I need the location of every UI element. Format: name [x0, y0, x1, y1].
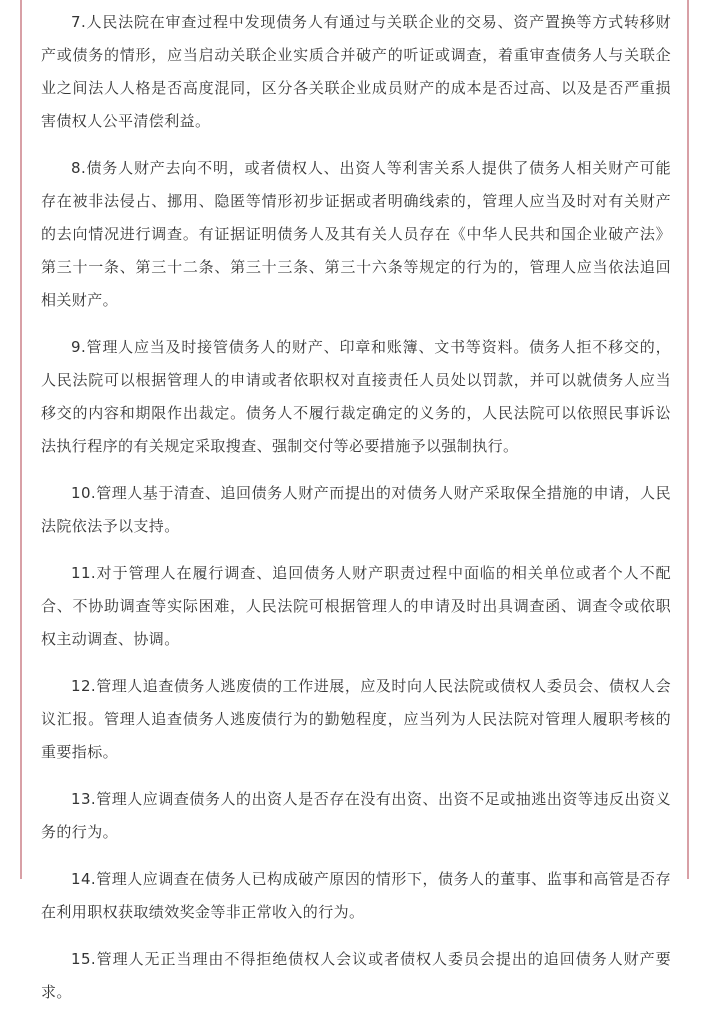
paragraph-12: 12.管理人追查债务人逃废债的工作进展，应及时向人民法院或债权人委员会、债权人会议汇报。管理人追查债务人逃废债行为的勤勉程度，应当列为人民法院对管理人履职考核的重要指标。: [41, 677, 671, 761]
paragraph-10: 10.管理人基于清查、追回债务人财产而提出的对债务人财产采取保全措施的申请，人民法院依法予以支持。: [41, 484, 671, 535]
paragraph-7: 7.人民法院在审查过程中发现债务人有通过与关联企业的交易、资产置换等方式转移财产或债务的情形，应当启动关联企业实质合并破产的听证或调查，着重审查债务人与关联企业之间法人人格是否高度混同，区分各关联企业成员财产的成本是否过高、以及是否严重损害债权人公平清偿利益。: [41, 13, 671, 130]
paragraph-13: 13.管理人应调查债务人的出资人是否存在没有出资、出资不足或抽逃出资等违反出资义务的行为。: [41, 790, 671, 841]
paragraph-8: 8.债务人财产去向不明，或者债权人、出资人等利害关系人提供了债务人相关财产可能存在被非法侵占、挪用、隐匿等情形初步证据或者明确线索的，管理人应当及时对有关财产的去向情况进行调查。有证据证明债务人及其有关人员存在《中华人民共和国企业破产法》第三十一条、第三十二条、第三十三条、第三十六条等规定的行为的，管理人应当依法追回相关财产。: [41, 159, 671, 309]
paragraph-14: 14.管理人应调查在债务人已构成破产原因的情形下，债务人的董事、监事和高管是否存在利用职权获取绩效奖金等非正常收入的行为。: [41, 870, 671, 921]
paragraph-15: 15.管理人无正当理由不得拒绝债权人会议或者债权人委员会提出的追回债务人财产要求。: [41, 950, 671, 1001]
document-body: [41, 6, 671, 1023]
paragraph-9: 9.管理人应当及时接管债务人的财产、印章和账簿、文书等资料。债务人拒不移交的，人民法院可以根据管理人的申请或者依职权对直接责任人员处以罚款，并可以就债务人应当移交的内容和期限作出裁定。债务人不履行裁定确定的义务的，人民法院可以依照民事诉讼法执行程序的有关规定采取搜查、强制交付等必要措施予以强制执行。: [41, 338, 671, 455]
paragraph-11: 11.对于管理人在履行调查、追回债务人财产职责过程中面临的相关单位或者个人不配合、不协助调查等实际困难，人民法院可根据管理人的申请及时出具调查函、调查令或依职权主动调查、协调。: [41, 564, 671, 648]
